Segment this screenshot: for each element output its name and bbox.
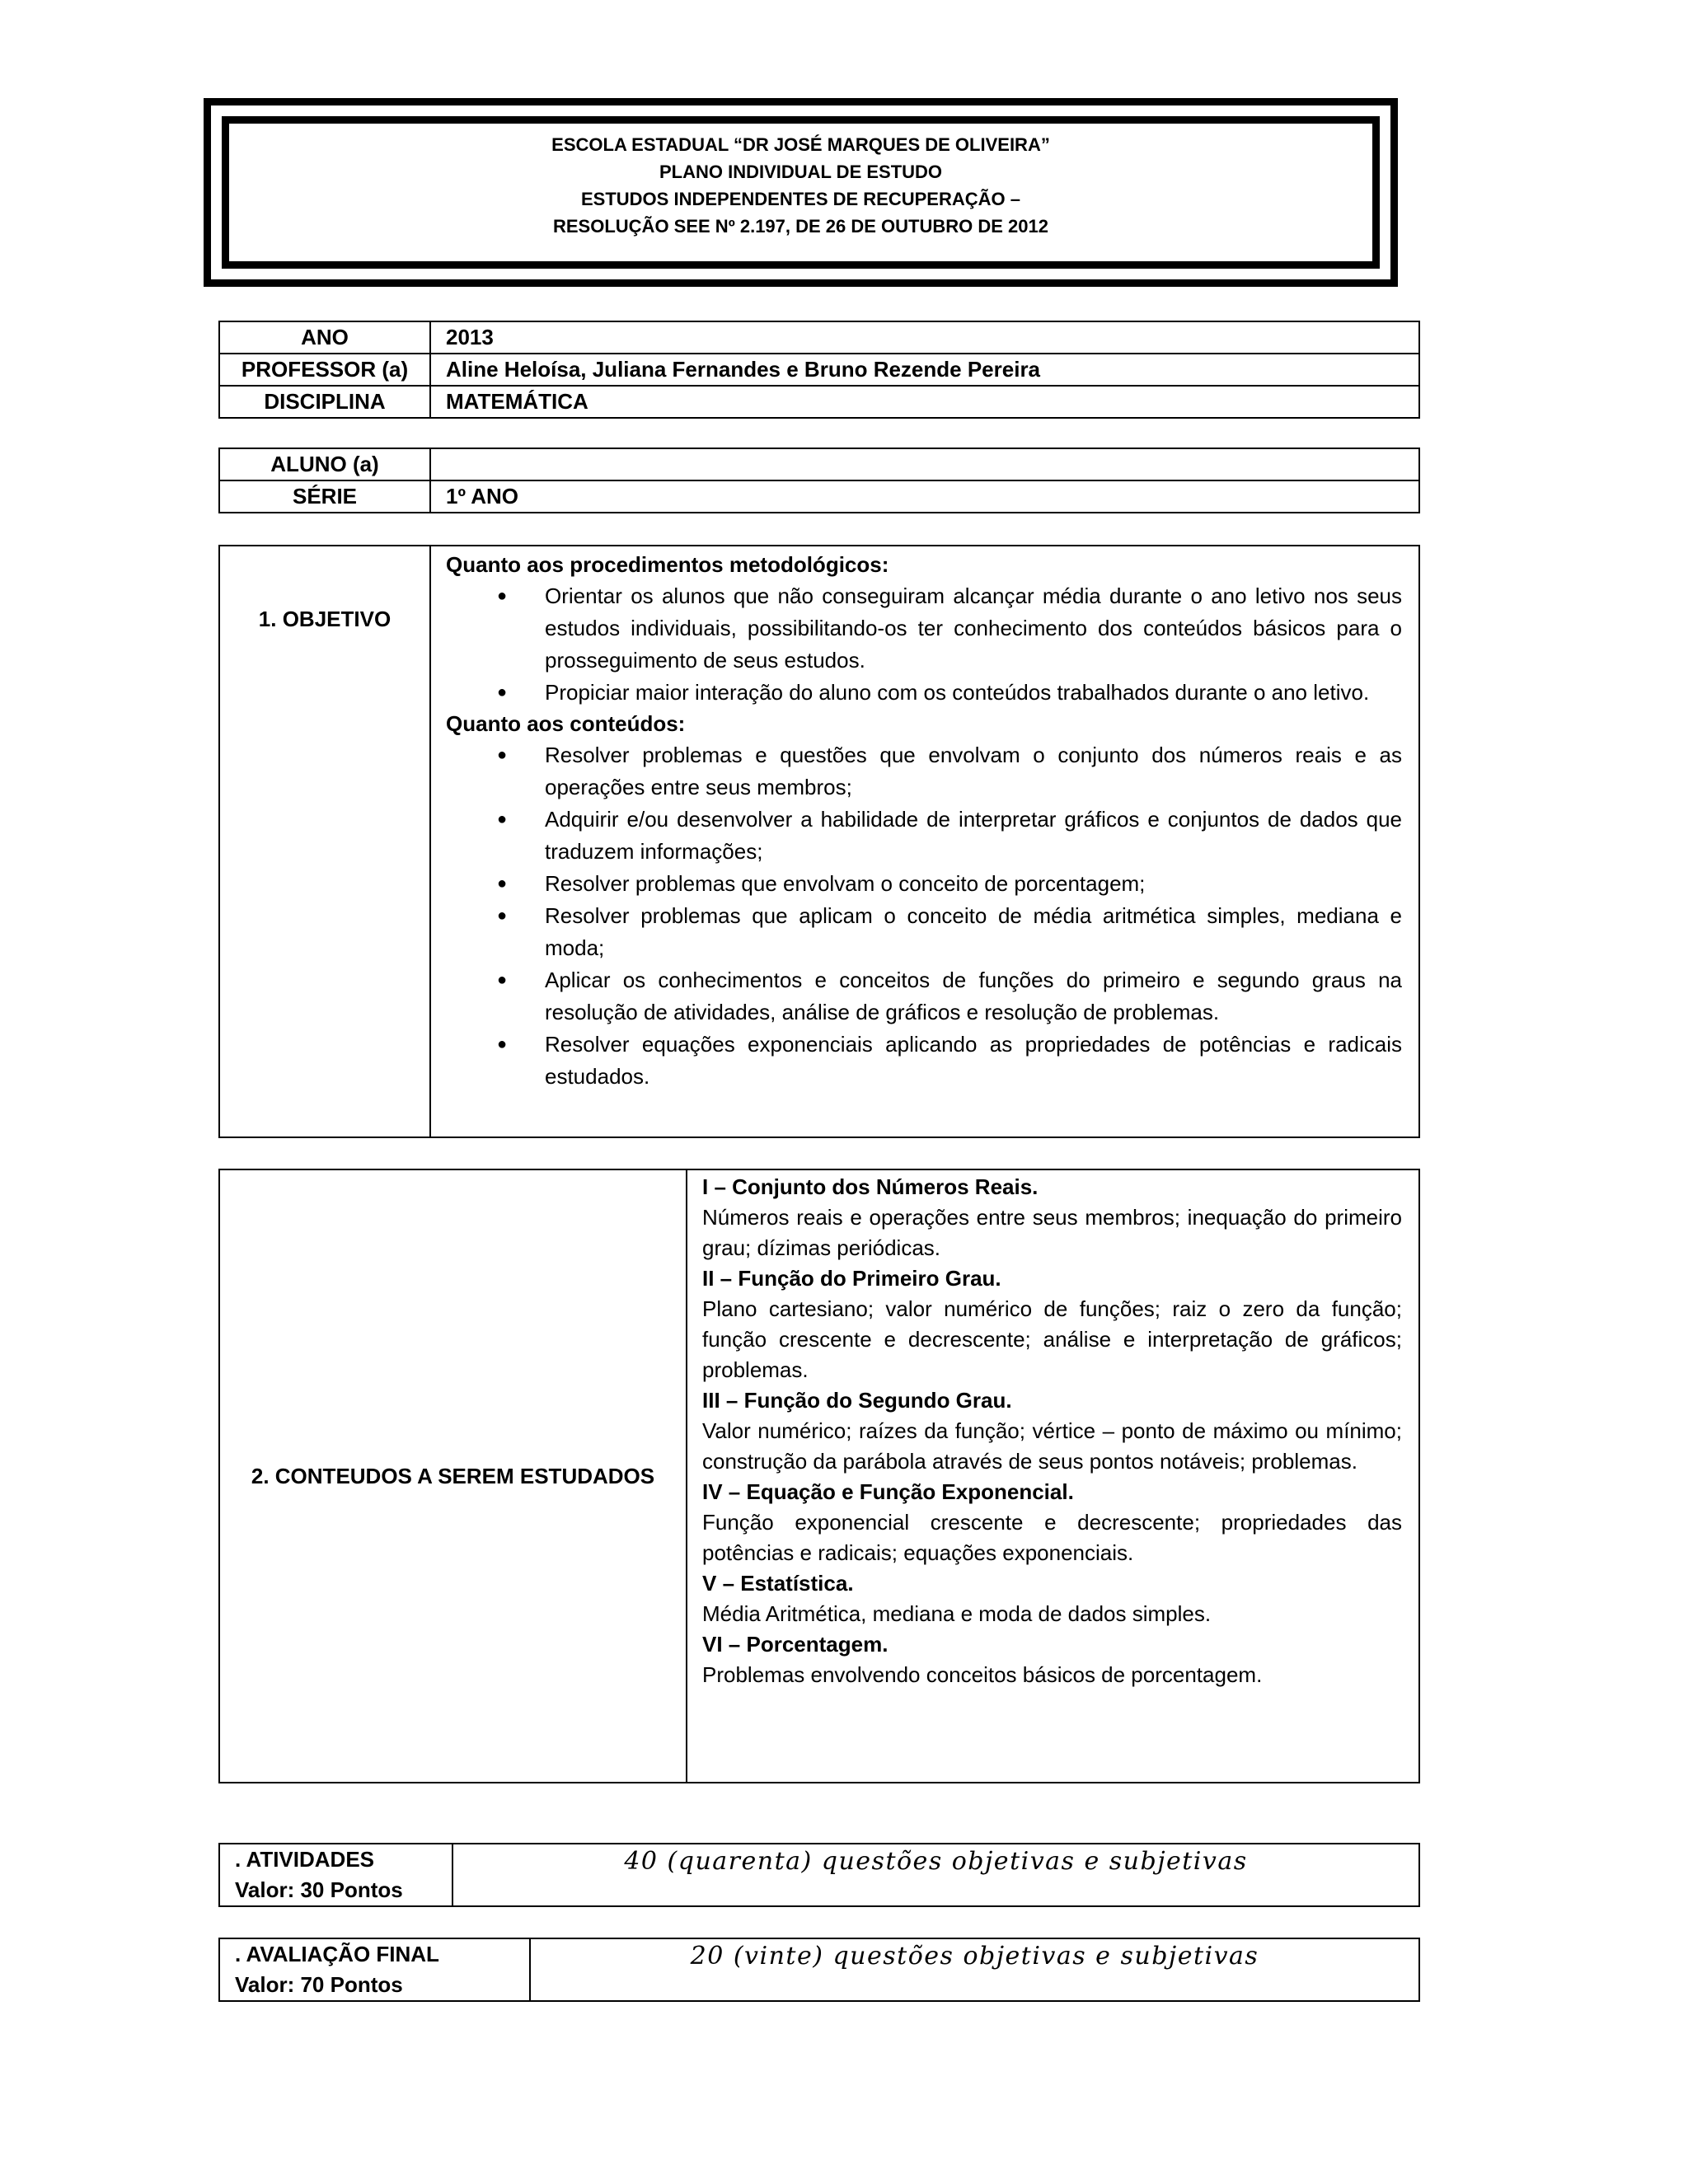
conteudos-label: 2. CONTEUDOS A SEREM ESTUDADOS <box>219 1169 687 1783</box>
list-item: ● Resolver problemas e questões que envolvam o conjunto dos números reais e as operações entre seus membros; <box>446 739 1402 804</box>
professor-value: Aline Heloísa, Juliana Fernandes e Bruno Rezende Pereira <box>430 354 1419 386</box>
serie-label: SÉRIE <box>219 480 430 513</box>
proc-heading: Quanto aos procedimentos metodológicos: <box>446 552 889 577</box>
atividades-label: . ATIVIDADES <box>235 1847 375 1872</box>
cont-list <box>446 739 1402 1093</box>
studies-title: ESTUDOS INDEPENDENTES DE RECUPERAÇÃO – <box>581 189 1020 209</box>
list-item: ● Adquirir e/ou desenvolver a habilidade de interpretar gráficos e conjuntos de dados que traduzem informações; <box>446 804 1402 868</box>
section-title: III – Função do Segundo Grau. <box>702 1388 1012 1413</box>
plan-title: PLANO INDIVIDUAL DE ESTUDO <box>659 162 943 182</box>
aluno-value[interactable] <box>430 448 1419 480</box>
list-item: ● Resolver equações exponenciais aplicando as propriedades de potências e radicais estudados. <box>446 1029 1402 1093</box>
student-table <box>218 448 1420 513</box>
atividades-desc: 40 (quarenta) questões objetivas e subjetivas <box>452 1844 1419 1906</box>
ano-value: 2013 <box>430 321 1419 354</box>
resolution-title: RESOLUÇÃO SEE Nº 2.197, DE 26 DE OUTUBRO DE 2012 <box>553 216 1048 237</box>
section-text: Problemas envolvendo conceitos básicos de porcentagem. <box>702 1662 1263 1687</box>
section-text: Números reais e operações entre seus membros; inequação do primeiro grau; dízimas periódicas. <box>702 1205 1402 1260</box>
disciplina-value: MATEMÁTICA <box>430 386 1419 418</box>
cont-heading: Quanto aos conteúdos: <box>446 711 686 736</box>
section-text: Função exponencial crescente e decrescente; propriedades das potências e radicais; equações exponenciais. <box>702 1510 1402 1565</box>
avaliacao-label-cell <box>219 1938 530 2001</box>
list-item: ● Propiciar maior interação do aluno com os conteúdos trabalhados durante o ano letivo. <box>446 677 1402 709</box>
atividades-table <box>218 1843 1420 1907</box>
atividades-valor: Valor: 30 Pontos <box>235 1877 403 1902</box>
section-title: I – Conjunto dos Números Reais. <box>702 1174 1039 1199</box>
professor-label: PROFESSOR (a) <box>219 354 430 386</box>
section-title: V – Estatística. <box>702 1571 854 1596</box>
objetivo-label: 1. OBJETIVO <box>219 546 430 1137</box>
section-title: II – Função do Primeiro Grau. <box>702 1266 1001 1291</box>
conteudos-table <box>218 1169 1420 1783</box>
header-frame <box>222 116 1380 269</box>
info-table <box>218 321 1420 419</box>
avaliacao-desc: 20 (vinte) questões objetivas e subjetivas <box>530 1938 1419 2001</box>
avaliacao-table <box>218 1938 1420 2002</box>
ano-label: ANO <box>219 321 430 354</box>
serie-value: 1º ANO <box>430 480 1419 513</box>
conteudos-content <box>687 1169 1419 1783</box>
list-item: ● Orientar os alunos que não conseguiram alcançar média durante o ano letivo nos seus estudos individuais, possibilitando-os ter conhecimento dos conteúdos básicos para o prosseguimento de seus estudos. <box>446 580 1402 677</box>
section-text: Plano cartesiano; valor numérico de funções; raiz o zero da função; função crescente e decrescente; análise e interpretação de gráficos; problemas. <box>702 1296 1402 1382</box>
school-name: ESCOLA ESTADUAL “DR JOSÉ MARQUES DE OLIVEIRA” <box>551 134 1050 155</box>
proc-list <box>446 580 1402 709</box>
avaliacao-label: . AVALIAÇÃO FINAL <box>235 1942 439 1966</box>
section-text: Valor numérico; raízes da função; vértice – ponto de máximo ou mínimo; construção da parábola através de seus pontos notáveis; problemas. <box>702 1418 1402 1474</box>
atividades-label-cell <box>219 1844 452 1906</box>
list-item: ● Resolver problemas que envolvam o conceito de porcentagem; <box>446 868 1402 900</box>
section-title: VI – Porcentagem. <box>702 1632 889 1657</box>
section-title: IV – Equação e Função Exponencial. <box>702 1479 1074 1504</box>
aluno-label: ALUNO (a) <box>219 448 430 480</box>
list-item: ● Resolver problemas que aplicam o conceito de média aritmética simples, mediana e moda; <box>446 900 1402 964</box>
avaliacao-valor: Valor: 70 Pontos <box>235 1972 403 1997</box>
disciplina-label: DISCIPLINA <box>219 386 430 418</box>
objetivo-content <box>430 546 1419 1137</box>
objetivo-table <box>218 545 1420 1138</box>
list-item: ● Aplicar os conhecimentos e conceitos de funções do primeiro e segundo graus na resolução de atividades, análise de gráficos e resolução de problemas. <box>446 964 1402 1029</box>
section-text: Média Aritmética, mediana e moda de dados simples. <box>702 1601 1212 1626</box>
